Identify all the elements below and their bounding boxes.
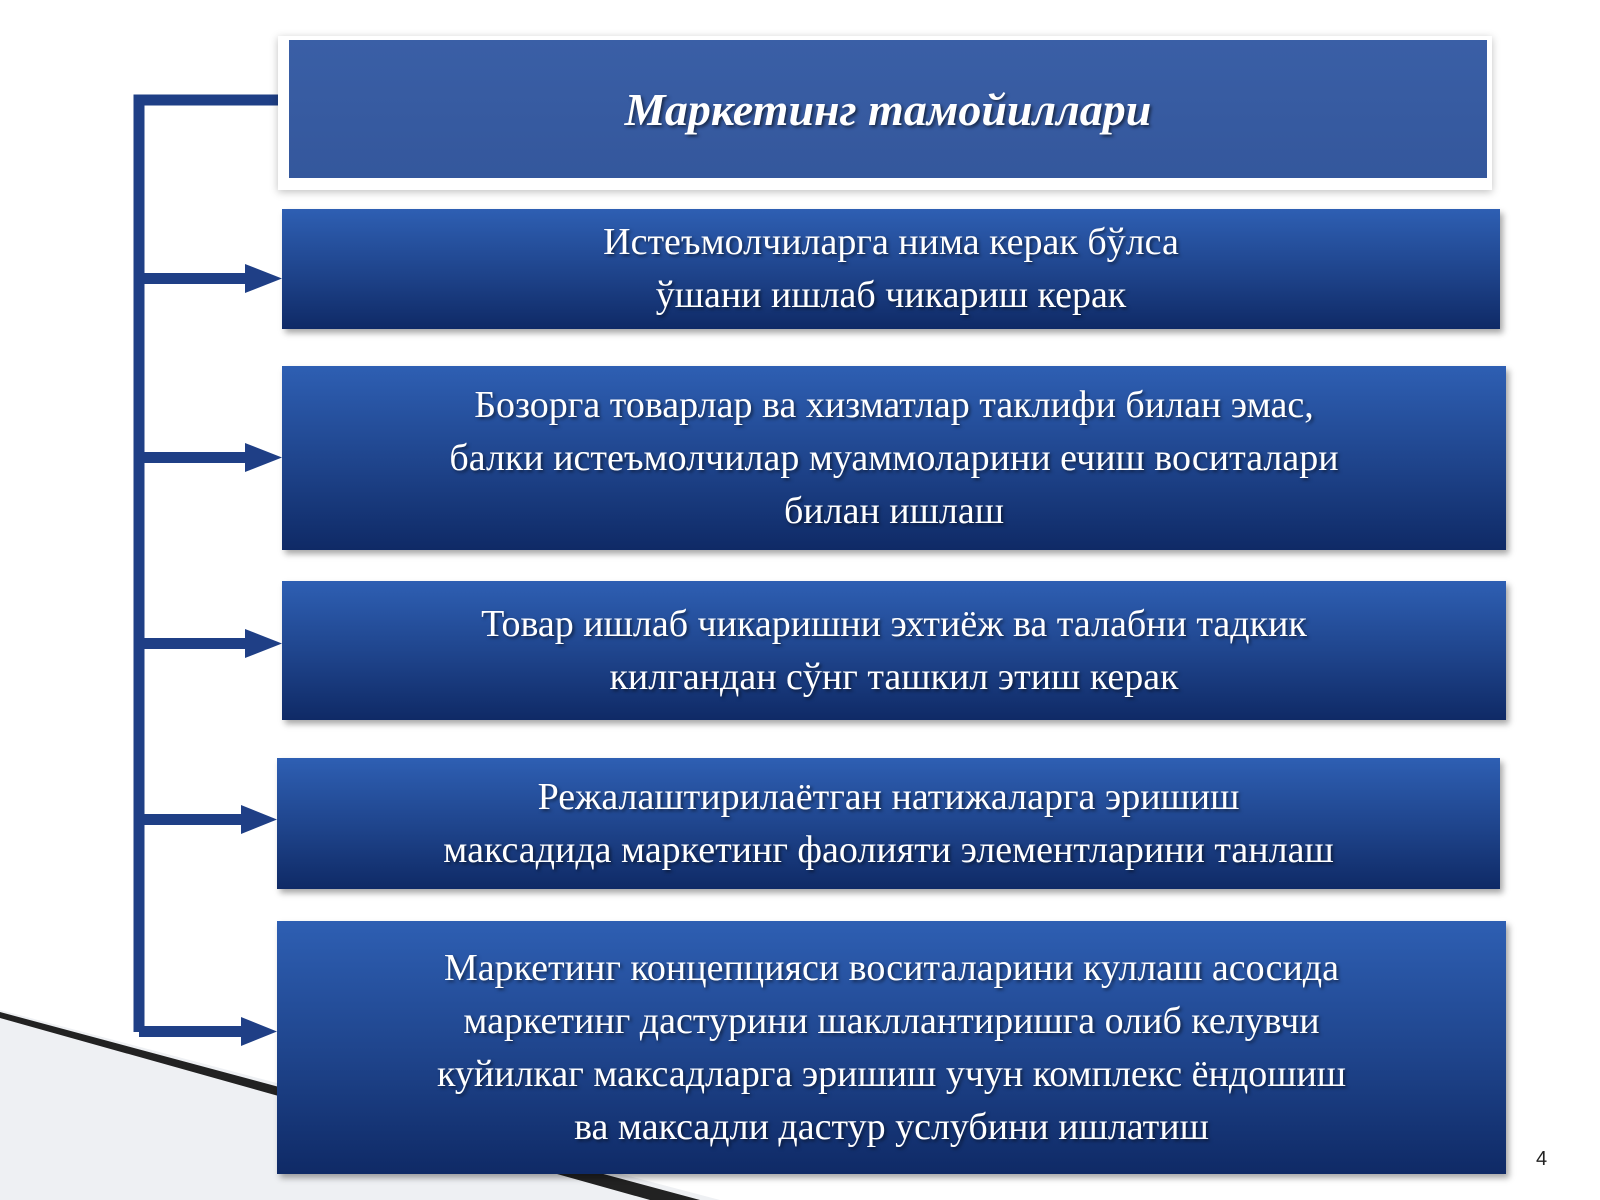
principle-3-line-1: Товар ишлаб чикаришни эхтиёж ва талабни тадкик — [481, 602, 1307, 645]
principle-3-line-2: килгандан сўнг ташкил этиш керак — [609, 655, 1179, 698]
title-box — [289, 40, 1487, 178]
principle-box-5 — [277, 921, 1506, 1174]
arrow-2 — [139, 443, 282, 472]
principle-5-line-1: Маркетинг концепцияси воситаларини куллаш асосида — [444, 946, 1339, 989]
principle-box-3 — [282, 581, 1506, 720]
principle-box-4 — [277, 758, 1500, 889]
arrow-3 — [139, 629, 282, 658]
connector-trunk — [139, 100, 282, 1032]
slide-number: 4 — [1536, 1148, 1548, 1170]
principle-text-3 — [481, 598, 1307, 704]
connector-arrows — [139, 264, 282, 1046]
page-title: Маркетинг тамойиллари — [624, 83, 1152, 135]
principle-5-line-3: куйилкаг максадларга эришиш учун комплекс ёндошиш — [436, 1052, 1347, 1095]
principle-box-2 — [282, 366, 1506, 550]
principle-2-line-3: билан ишлаш — [783, 489, 1004, 532]
principle-4-line-1: Режалаштирилаётган натижаларга эришиш — [537, 775, 1240, 818]
principle-box-1 — [282, 209, 1500, 329]
arrow-1 — [139, 264, 282, 293]
principle-text-4 — [443, 771, 1333, 877]
principle-text-5 — [437, 942, 1346, 1154]
arrow-5 — [139, 1017, 277, 1046]
principle-2-line-1: Бозорга товарлар ва хизматлар таклифи билан эмас, — [474, 383, 1314, 426]
principle-1-line-2: ўшани ишлаб чикариш керак — [655, 274, 1127, 316]
principle-5-line-4: ва максадли дастур услубини ишлатиш — [574, 1105, 1209, 1148]
principle-5-line-2: маркетинг дастурини шакллантиришга олиб келувчи — [463, 999, 1320, 1042]
principle-text-2 — [449, 379, 1338, 538]
principle-1-line-1: Истеъмолчиларга нима керак бўлса — [603, 221, 1179, 263]
arrow-4 — [139, 805, 277, 834]
principle-2-line-2: балки истеъмолчилар муаммоларини ечиш воситалари — [449, 436, 1339, 479]
principle-text-1 — [603, 216, 1179, 322]
principle-4-line-2: максадида маркетинг фаолияти элементларини танлаш — [443, 828, 1334, 871]
